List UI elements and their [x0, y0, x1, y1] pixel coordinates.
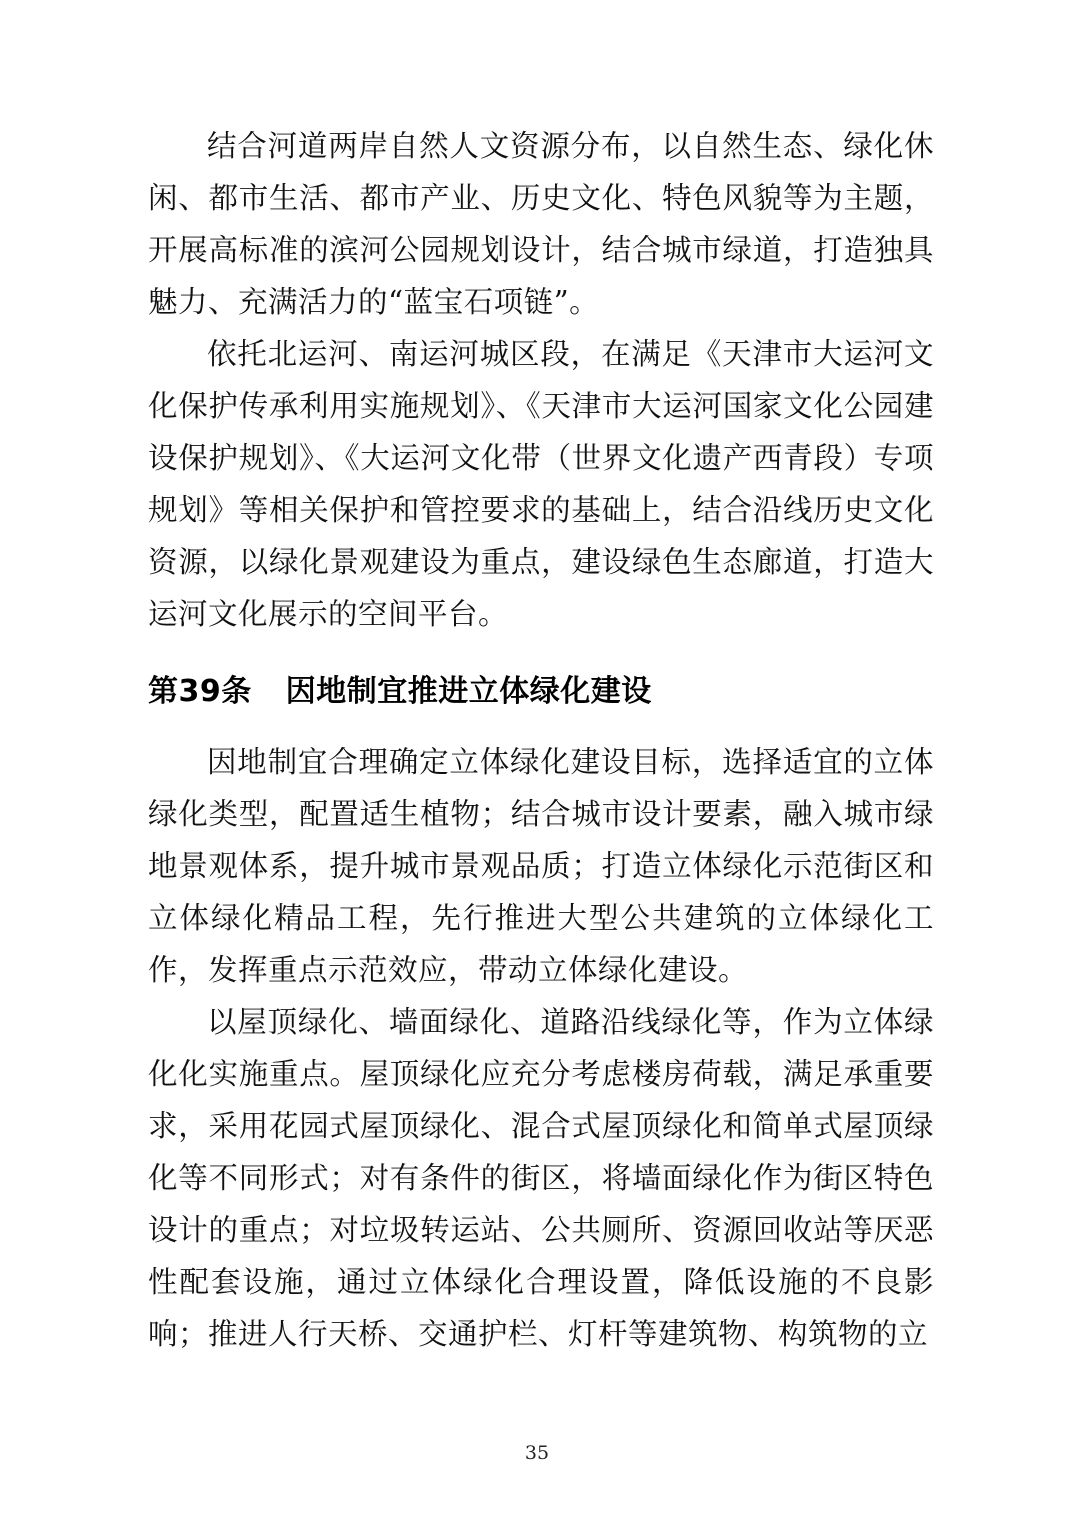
- page-number: 35: [524, 1442, 550, 1464]
- paragraph-3: 因地制宜合理确定立体绿化建设目标，选择适宜的立体绿化类型，配置适生植物；结合城市设计要素，融入城市绿地景观体系，提升城市景观品质；打造立体绿化示范街区和立体绿化精品工程，先行推进大型公共建筑的立体绿化工作，发挥重点示范效应，带动立体绿化建设。: [148, 745, 934, 987]
- section-heading-number: 第39条: [148, 674, 252, 709]
- section-heading: [148, 666, 934, 718]
- paragraph-2: 依托北运河、南运河城区段，在满足《天津市大运河文化保护传承利用实施规划》、《天津市大运河国家文化公园建设保护规划》、《大运河文化带（世界文化遗产西青段）专项规划》等相关保护和管控要求的基础上，结合沿线历史文化资源，以绿化景观建设为重点，建设绿色生态廊道，打造大运河文化展示的空间平台。: [148, 337, 934, 631]
- paragraph-1: 结合河道两岸自然人文资源分布，以自然生态、绿化休闲、都市生活、都市产业、历史文化、特色风貌等为主题，开展高标准的滨河公园规划设计，结合城市绿道，打造独具魅力、充满活力的“蓝宝石项链”。: [148, 129, 934, 319]
- section-heading-title: 因地制宜推进立体绿化建设: [285, 674, 652, 709]
- paragraph-4: 以屋顶绿化、墙面绿化、道路沿线绿化等，作为立体绿化化实施重点。屋顶绿化应充分考虑楼房荷载，满足承重要求，采用花园式屋顶绿化、混合式屋顶绿化和简单式屋顶绿化等不同形式；对有条件的街区，将墙面绿化作为街区特色设计的重点；对垃圾转运站、公共厕所、资源回收站等厌恶性配套设施，通过立体绿化合理设置，降低设施的不良影响；推进人行天桥、交通护栏、灯杆等建筑物、构筑物的立: [148, 1005, 934, 1351]
